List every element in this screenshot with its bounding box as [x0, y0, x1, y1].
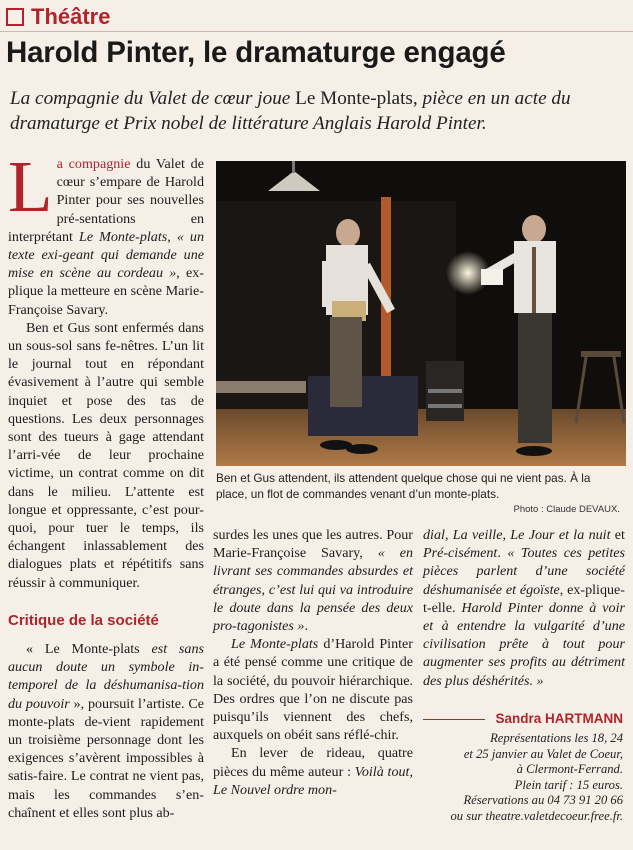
paragraph-6 [213, 744, 413, 799]
article-headline: Harold Pinter, le dramaturge engagé [6, 36, 506, 69]
paragraph-2: Ben et Gus sont enfermés dans un sous-sol sans fe-nêtres. L’un lit le journal tout en répondant évasivement à l’autre qui semble inquiet et pose des tas de questions. Les deux personnages sont des tueurs à gage attendant l’arri-vée de leur prochaine victime, un contrat comme on dit dans le milieu. L’attente est longue et oppressante, c’est pour-quoi, pour tuer le temps, ils échangent inlassablement des dialogues plats et répétitifs sans réussir à communiquer. [8, 319, 204, 591]
author-rule [423, 719, 485, 720]
p5-text: d’Harold Pinter a été pensé comme une critique de la société, du pouvoir hiérarchique. Des ordres que l’on ne discute pas puisqu’ils viennent des chefs, auxquels on obéit sans réflé-chir. [213, 636, 414, 744]
standfirst-title: Le Monte-plats [295, 88, 413, 109]
p6-title-2: Le Nouvel ordre mon- [213, 781, 337, 798]
p1-quote: « un texte exi-geant qui demande une mise en scène au cordeau » [8, 228, 204, 282]
lead-red: a compagnie [56, 156, 131, 172]
paragraph-4 [213, 526, 413, 635]
p6-sep: , [409, 763, 413, 780]
article-column-3 [423, 526, 625, 690]
article-column-1-lower [8, 640, 204, 822]
p7-title-a: dial [423, 527, 445, 543]
info-line: à Clermont-Ferrand. [516, 762, 623, 777]
p4-text-b: . [304, 618, 309, 635]
section-subhead: Critique de la société [8, 612, 159, 629]
p7-title-b: La veille [452, 527, 503, 543]
p1-text-c: , ex-plique la metteure en scène Marie-Françoise Savary. [8, 265, 204, 318]
article-standfirst [10, 86, 630, 136]
author-byline: Sandra HARTMANN [495, 711, 623, 726]
square-bullet-icon [6, 8, 24, 26]
p3-quote: est sans aucun doute un symbole in-temporel de la déshumanisa-tion du pouvoir [8, 641, 205, 712]
standfirst-part1: La compagnie du Valet de cœur joue [10, 88, 296, 109]
p7-sep-2: , [502, 527, 511, 543]
stage-photo [216, 161, 626, 466]
rubric-label: Théâtre [31, 4, 111, 29]
paragraph-7 [423, 526, 625, 690]
p6-text-a: En lever de rideau, quatre pièces du même auteur : [213, 745, 413, 780]
info-line: Plein tarif : 15 euros. [514, 777, 623, 792]
p4-quote: « en livrant ses commandes absurdes et étranges, c’est lui qui va introduire le doute dans la pensée des deux pro-tagonistes » [213, 545, 414, 635]
practical-info [423, 731, 623, 825]
paragraph-3 [8, 640, 204, 822]
p6-title-1: Voilà tout [354, 763, 410, 780]
info-line: et 25 janvier au Valet de Coeur, [463, 746, 623, 761]
article-column-1 [8, 146, 204, 592]
stage-photo-illustration [216, 161, 626, 466]
p4-text-a: surdes les unes que les autres. Pour Marie-Françoise Savary, [213, 527, 413, 562]
info-line: Réservations au 04 73 91 20 66 [463, 793, 623, 808]
p7-quote-2: Harold Pinter donne à voir et à entendre la vulgarité d’une civilisation prête à tout pour augmenter ses profits au détriment des plus déshérités. » [423, 599, 626, 689]
p1-text-b: , [167, 228, 177, 245]
article-column-2 [213, 526, 413, 799]
header-divider [0, 31, 633, 32]
p7-sep-1: , [444, 527, 453, 543]
paragraph-1 [8, 146, 204, 319]
info-line: Représentations les 18, 24 [490, 731, 623, 745]
p7-title-d: Pré-cisément [423, 545, 498, 562]
drop-cap: L [8, 146, 53, 227]
paragraph-5 [213, 635, 413, 744]
p3-text-a: « Le Monte-plats [26, 641, 152, 657]
p7-quote-1: « Toutes ces petites pièces parlent d’une société déshumanisée et égoïste [423, 545, 626, 598]
standfirst-part2: , pièce en un acte du dramaturge et Prix nobel de littérature Anglais Harold Pinter. [10, 88, 571, 134]
p7-sep-4: . [497, 545, 508, 562]
p7-sep-3: et [610, 527, 625, 543]
photo-credit: Photo : Claude DEVAUX. [513, 504, 620, 515]
p5-title: Le Monte-plats [231, 636, 319, 653]
photo-caption: Ben et Gus attendent, ils attendent quelque chose qui ne vient pas. À la place, un flot de commandes venant d’un monte-plats. [216, 471, 591, 501]
section-rubric [6, 2, 110, 32]
p1-text-a: du Valet de cœur s’empare de Harold Pinter pour ses nouvelles pré-sentations en interprétant [8, 156, 204, 245]
p7-title-c: Le Jour et la nuit [510, 527, 611, 543]
info-line: ou sur theatre.valetdecoeur.free.fr. [450, 808, 623, 823]
p1-title: Le Monte-plats [79, 228, 168, 245]
p7-text: , ex-plique-t-elle. [423, 581, 626, 616]
p3-text-c: », poursuit l’artiste. Ce monte-plats de-vient rapidement un troisième personnage dont les exigences s’avèrent impossibles à satis-faire. Le contrat ne vient pas, mais les commandes s’en-chaînent et elles sont plus ab- [8, 695, 204, 821]
